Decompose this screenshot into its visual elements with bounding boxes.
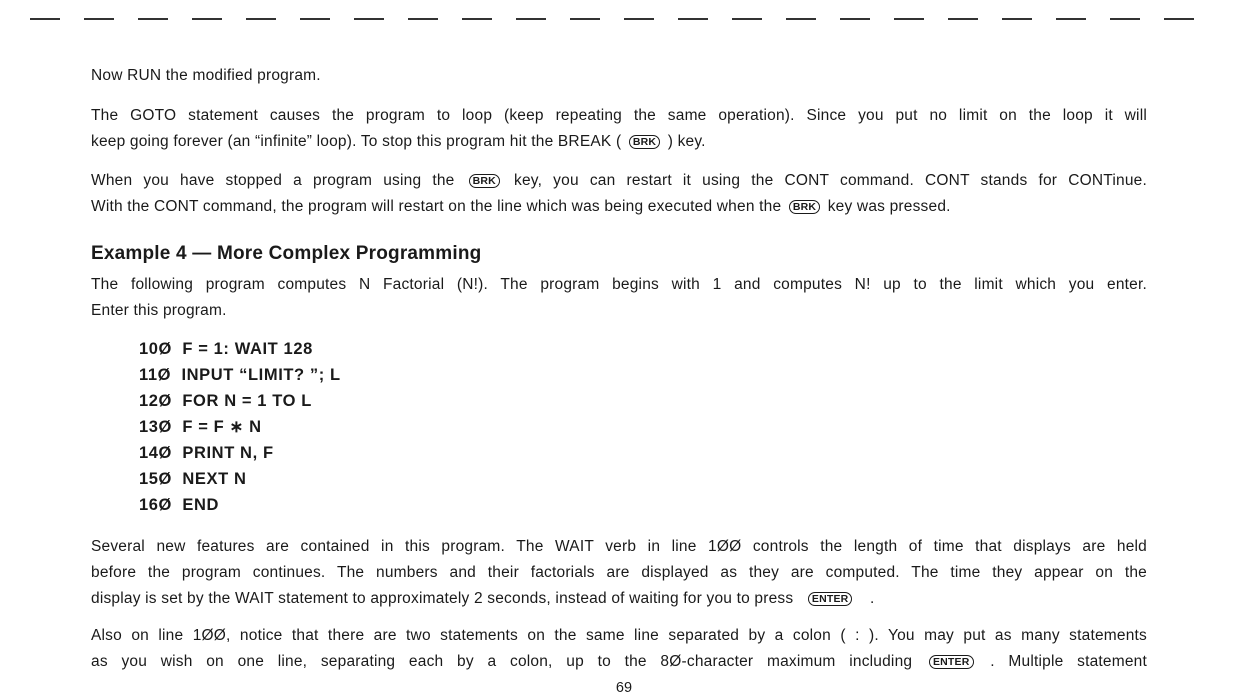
text-span: key, you can restart it using the CONT command. CONT stands for CONTinue. xyxy=(514,172,1147,189)
paragraph-line xyxy=(91,649,1147,675)
code-line xyxy=(139,466,341,492)
line-number: 13Ø xyxy=(139,418,172,436)
paragraph-line xyxy=(91,586,1147,612)
line-number: 11Ø xyxy=(139,366,172,384)
paragraph-factorial xyxy=(91,272,1147,324)
paragraph-line: Several new features are contained in this program. The WAIT verb in line 1ØØ controls the length of time that displays are held xyxy=(91,538,1147,555)
line-number: 16Ø xyxy=(139,496,172,514)
paragraph-cont xyxy=(91,168,1147,220)
text-span: . Multiple statement xyxy=(990,653,1147,670)
code-text: END xyxy=(182,496,220,514)
code-line xyxy=(139,362,341,388)
line-number: 15Ø xyxy=(139,470,172,488)
paragraph-line: Also on line 1ØØ, notice that there are two statements on the same line separated by a colon ( : ). You may put as many statements xyxy=(91,627,1147,644)
paragraph-line: The following program computes N Factorial (N!). The program begins with 1 and computes N! up to the limit which you enter. xyxy=(91,276,1147,293)
brk-key-icon: BRK xyxy=(629,135,660,149)
code-listing xyxy=(139,336,341,518)
code-text: NEXT N xyxy=(182,470,247,488)
text-span: keep going forever (an “infinite” loop). To stop this program hit the BREAK ( xyxy=(91,133,622,150)
section-heading: Example 4 — More Complex Programming xyxy=(91,243,482,264)
line-number: 10Ø xyxy=(139,340,172,358)
line-number: 14Ø xyxy=(139,444,172,462)
top-dashed-rule xyxy=(30,18,1218,20)
paragraph-line: Enter this program. xyxy=(91,302,227,319)
text-span: When you have stopped a program using the xyxy=(91,172,455,189)
enter-key-icon: ENTER xyxy=(929,655,974,669)
code-line xyxy=(139,414,341,440)
paragraph-wait xyxy=(91,534,1147,612)
brk-key-icon: BRK xyxy=(789,200,820,214)
paragraph-colon xyxy=(91,623,1147,675)
text-span: key was pressed. xyxy=(827,198,951,215)
text-span: display is set by the WAIT statement to approximately 2 seconds, instead of waiting for you to press xyxy=(91,590,794,607)
code-text: PRINT N, F xyxy=(182,444,274,462)
code-text: F = F ∗ N xyxy=(182,418,262,436)
text-span: as you wish on one line, separating each by a colon, up to the 8Ø-character maximum including xyxy=(91,653,913,670)
code-line xyxy=(139,336,341,362)
paragraph-run: Now RUN the modified program. xyxy=(91,67,321,84)
paragraph-line xyxy=(91,129,1147,155)
code-text: INPUT “LIMIT? ”; L xyxy=(181,366,341,384)
text-span: ) key. xyxy=(667,133,706,150)
paragraph-line: The GOTO statement causes the program to loop (keep repeating the same operation). Since you put no limit on the loop it will xyxy=(91,107,1147,124)
paragraph-line xyxy=(91,194,1147,220)
code-text: FOR N = 1 TO L xyxy=(182,392,312,410)
page-number: 69 xyxy=(615,680,633,696)
text-span: With the CONT command, the program will restart on the line which was being executed when the xyxy=(91,198,782,215)
paragraph-line: before the program continues. The numbers and their factorials are displayed as they are computed. The time they appear on the xyxy=(91,564,1147,581)
paragraph-line xyxy=(91,168,1147,194)
line-number: 12Ø xyxy=(139,392,172,410)
code-text: F = 1: WAIT 128 xyxy=(182,340,313,358)
brk-key-icon: BRK xyxy=(469,174,500,188)
enter-key-icon: ENTER xyxy=(808,592,853,606)
paragraph-goto xyxy=(91,103,1147,155)
text-span: . xyxy=(869,590,875,607)
code-line xyxy=(139,388,341,414)
code-line xyxy=(139,440,341,466)
code-line xyxy=(139,492,341,518)
